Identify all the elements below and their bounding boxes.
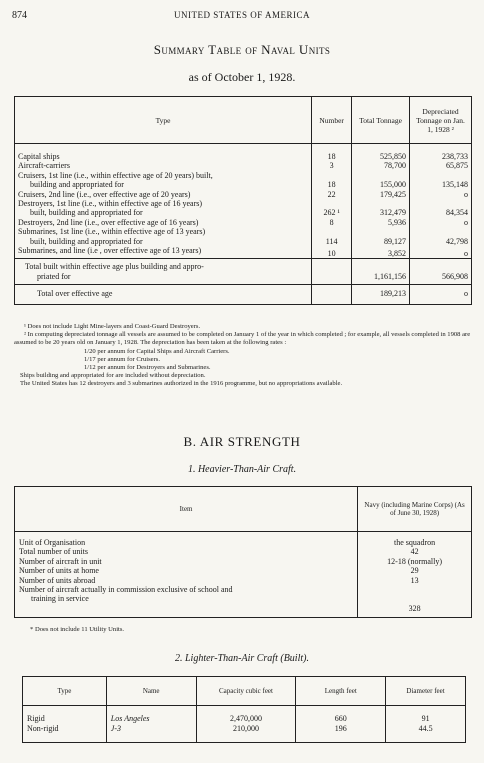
total-over-row: Total over effective age 189,213 o xyxy=(15,285,472,304)
col-length: Length feet xyxy=(296,677,386,706)
table-row: Submarines, 1st line (i.e., within effective age of 13 years) built, building and appropriated for 114 89,127 42,798 xyxy=(15,227,472,246)
footnote: ¹ Does not include Light Mine-layers and Coast-Guard Destroyers. xyxy=(24,323,201,330)
total-within-row: Total built within effective age plus building and appro- priated for 1,161,156 566,908 xyxy=(15,259,472,285)
table-row: Capital ships 18 525,850 238,733 xyxy=(15,144,472,162)
heavier-table-header xyxy=(15,487,472,532)
naval-units-table xyxy=(14,96,472,305)
table-row: Destroyers, 2nd line (i.e., over effective age of 16 years) 8 5,936 o xyxy=(15,218,472,227)
lighter-than-air-table xyxy=(22,676,466,743)
table-row: Aircraft-carriers 3 78,700 65,875 xyxy=(15,161,472,170)
footnote: ² In computing depreciated tonnage all vessels are assumed to be completed on January 1 of the year in which completed ; for example, all vessels completed in 1908 are assumed to be 20 years old on January 1, 1928. The depreciation has been taken at the following rates : xyxy=(14,331,471,347)
table-row: Submarines, and line (i.e , over effective age of 13 years) 10 3,852 o xyxy=(15,246,472,259)
table-row: Unit of Organisation Total number of units Number of aircraft in unit Number of units at home Number of units abroad Number of aircraft actually in commission exclusive of school and training in service the squadron 42 12-18 (normally) 29 13 328 xyxy=(15,532,472,618)
table-note: * Does not include 11 Utility Units. xyxy=(30,626,125,633)
page-subtitle: as of October 1, 1928. xyxy=(188,70,296,84)
col-type: Type xyxy=(23,677,107,706)
page-number: 874 xyxy=(12,10,27,21)
footnote: 1/20 per annum for Capital Ships and Aircraft Carriers. xyxy=(84,347,230,355)
table-row: Cruisers, 1st line (i.e., within effective age of 20 years) built, building and appropriated for 18 155,000 135,148 xyxy=(15,171,472,190)
page-title: Summary Table of Naval Units xyxy=(153,42,331,57)
footnote: 1/17 per annum for Cruisers. xyxy=(84,355,160,363)
table-row: Destroyers, 1st line (i.e., within effective age of 16 years) built, building and appropriated for 262 ¹ 312,479 84,354 xyxy=(15,199,472,218)
subsection-heading: 1. Heavier-Than-Air Craft. xyxy=(187,464,297,475)
col-diameter: Diameter feet xyxy=(386,677,466,706)
page-header xyxy=(12,10,472,26)
table-row: Cruisers, 2nd line (i.e., over effective age of 20 years) 22 179,425 o xyxy=(15,190,472,199)
subsection-heading: 2. Lighter-Than-Air Craft (Built). xyxy=(175,653,309,664)
running-title: UNITED STATES OF AMERICA xyxy=(173,10,311,20)
naval-table-header xyxy=(15,97,472,144)
col-number: Number xyxy=(312,97,352,144)
col-depreciated: Depreciated Tonnage on Jan. 1, 1928 ² xyxy=(410,97,472,144)
section-heading: B. AIR STRENGTH xyxy=(183,434,301,449)
footnote: 1/12 per annum for Destroyers and Submarines. xyxy=(84,364,211,372)
col-navy: Navy (including Marine Corps) (As of June 30, 1928) xyxy=(358,487,472,532)
footnote: The United States has 12 destroyers and 3 submarines authorized in the 1916 programme, but no appropriations available. xyxy=(20,380,343,388)
col-name: Name xyxy=(106,677,196,706)
col-type: Type xyxy=(15,97,312,144)
col-capacity: Capacity cubic feet xyxy=(196,677,296,706)
col-item: Item xyxy=(15,487,358,532)
footnotes xyxy=(14,323,472,389)
footnote: Ships building and appropriated for are included without depreciation. xyxy=(20,372,206,380)
heavier-than-air-table xyxy=(14,486,472,618)
col-tonnage: Total Tonnage xyxy=(352,97,410,144)
lighter-table-header xyxy=(23,677,466,706)
table-row: Rigid Non-rigid Los Angeles J-3 2,470,000 210,000 660 196 91 44.5 xyxy=(23,706,466,743)
